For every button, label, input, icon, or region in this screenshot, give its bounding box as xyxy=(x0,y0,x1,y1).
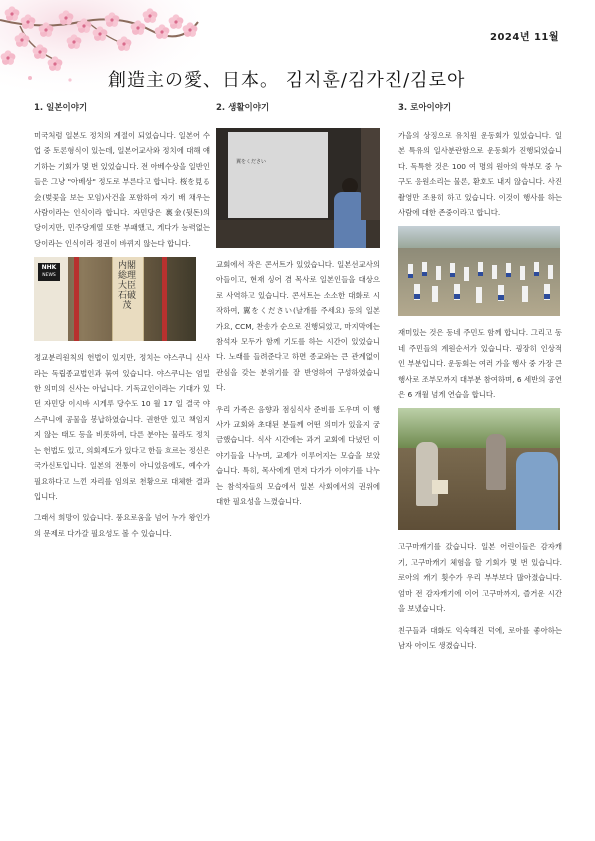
paragraph: 그래서 희망이 있습니다. 풍요로움을 넘어 누가 왕인가의 문제로 다가갈 필요성도 볼 수 있습니다. xyxy=(34,513,210,538)
page-title: 創造主の愛、日本。 김지훈/김가진/김로아 xyxy=(108,70,466,91)
paragraph: 가을의 상징으로 유치원 운동회가 있었습니다. 일본 특유의 일사분란함으로 운동회가 진행되었습니다. 독특한 것은 100 여 명의 원아의 학부모 중 누구도 응원소리는 물론, 환호도 내지 않습니다. 사진촬영만 조용히 하고 있습니다. 이것이 행사를 하는 사람에 대한 존중이라고 합니다. xyxy=(398,131,562,218)
nhk-logo-text: NHK xyxy=(41,264,57,272)
section-heading: 3. 로아이야기 xyxy=(398,103,452,113)
projector-screen-text: 翼をください xyxy=(236,159,267,165)
photo-sports-day xyxy=(398,226,560,316)
children-performing xyxy=(398,244,560,314)
section-heading: 2. 생활이야기 xyxy=(216,103,270,113)
column-life-story xyxy=(216,102,380,516)
paragraph: 친구들과 대화도 익숙해진 덕에, 로아를 좋아하는 남자 아이도 생겼습니다. xyxy=(398,625,562,650)
nhk-news-logo xyxy=(38,263,60,281)
photo-sweet-potato-digging xyxy=(398,408,560,530)
column-roa-story xyxy=(398,102,562,659)
offering-plaque-text: 内閣総理大臣 石破 茂 xyxy=(117,261,136,312)
issue-date: 2024년 11월 xyxy=(490,32,560,43)
paragraph: 재미있는 것은 동네 주민도 함께 합니다. 그리고 동네 주민들의 계원순서가 있습니다. 굉장히 인상적인 부분입니다. 운동회는 여러 가을 행사 중 가장 큰 행사로 조부모까지 대부분 참여하며, 6 세반의 공연은 6 개월 넘게 연습을 합니다. xyxy=(398,328,562,400)
photo-shrine-offering xyxy=(34,257,196,341)
section-heading: 1. 일본이야기 xyxy=(34,103,88,113)
paragraph: 정교분리원칙의 헌법이 있지만, 정치는 야스쿠니 신사라는 독립종교법인과 묶여 있습니다. 야스쿠니는 엄밀한 의미의 신사는 아닙니다. 기독교인이라는 기대가 있던 자민당 이시바 시게루 당수도 10 월 17 일 결국 야스쿠니에 공물을 봉납하였습니다. 권한만 있고 책임지지 않는 태도 등을 비롯하여, 다른 분야는 물라도 정치는 헌법도 있고, 의회제도가 있다고 한들 흐르는 정신은 국가신토입니다. 일본의 전통이 아니었음에도, 예수가 필요하다고 느낀 자리를 임의로 천황으로 대체한 결과입니다. xyxy=(34,353,210,501)
paragraph: 우리 가족은 음향과 점심식사 준비를 도우며 이 행사가 교회와 초대된 분들께 어떤 의미가 있을지 궁금했습니다. 식사 시간에는 과거 교회에 다녔던 이야기들을 나누며, 교제가 이루어지는 모습을 보았습니다. 특히, 목사에게 먼저 다가가 이야기를 나누는 참석자들의 모습에서 일본 사회에서의 권위에 대한 필요성을 느꼈습니다. xyxy=(216,404,380,507)
column-japan-story xyxy=(34,102,210,547)
photo-church-concert xyxy=(216,128,380,248)
paragraph: 교회에서 작은 콘서트가 있었습니다. 일본선교사의 아들이고, 현재 싱어 겸 목사로 일본인들을 대상으로 사역하고 있습니다. 콘서트는 소소한 대화로 시작하여, 翼をください(날개를 주세요) 등의 일본 가요, CCM, 찬송가 순으로 진행되었고, 마지막에는 참석자 모두가 함께 기도를 하는 시간이 있었습니다. 노래를 들려준다고 하면 종교와는 큰 관계없이 관심을 갖는 분위기를 잘 반영하여 구성하였습니다. xyxy=(216,260,381,393)
nhk-logo-subtext: NEWS xyxy=(42,273,56,279)
paragraph: 고구마캐기를 갔습니다. 일본 어린이들은 감자캐기, 고구마캐기 체험을 할 기회가 몇 번 있습니다. 로아의 캐기 횟수가 우리 부부보다 많아졌습니다. 엄마 전 감자캐기에 이어 고구마까지, 즐거운 시간을 보냈습니다. xyxy=(398,542,562,614)
paragraph: 미국처럼 일본도 정치의 계절이 되었습니다. 일본어 수업 중 토론형식이 있는데, 일본어교사와 정치에 대해 얘기하는 기회가 몇 번 있었습니다. 전 아베수상을 일반인들은 그냥 "아베상" 정도로 부른다고 합니다. 桜を見る会(벚꽃을 보는 모임)사건을 포함하여 자기 배 채우는 사람이라는 인식이라 합니다. 자민당은 裏金(뒷돈)의 당이지만, 민주당계열 또한 부패했고, 게다가 능력없는 당이라는 인식이라 정권이 바뀌지 않는다 합니다. xyxy=(34,131,210,248)
